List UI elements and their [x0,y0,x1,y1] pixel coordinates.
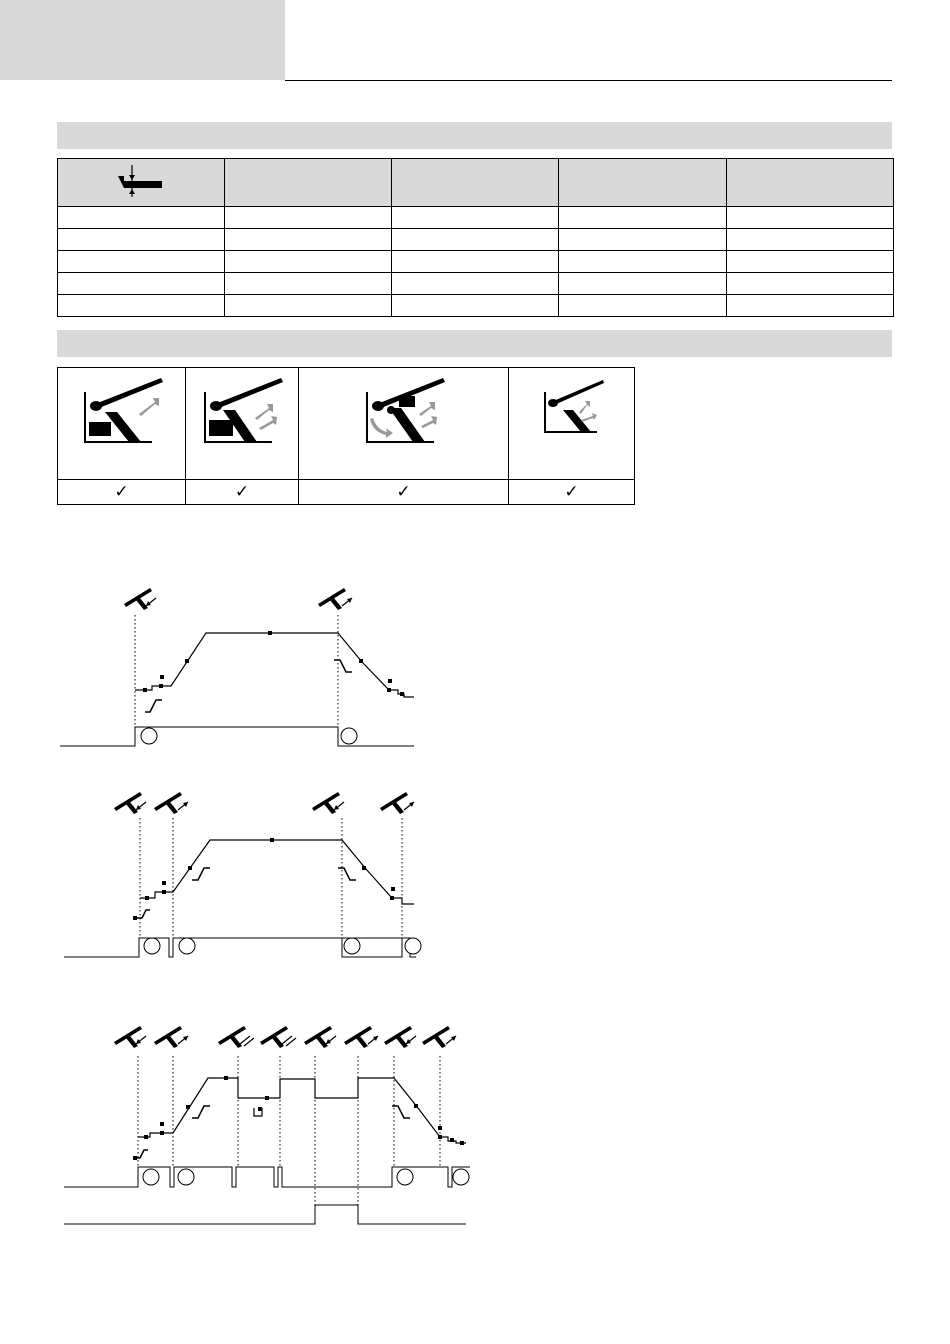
check-mark: ✓ [509,480,635,505]
torch-trigger-press-icon [384,1026,416,1048]
check-mark: ✓ [186,480,299,505]
check-mark: ✓ [58,480,186,505]
four-stroke-special-diagram [64,1026,470,1224]
torch-trigger-release-icon [318,588,352,610]
torch-trigger-press-icon [114,1026,146,1048]
torch-trigger-release-icon [422,1026,456,1048]
four-stroke-diagram [64,792,421,957]
check-mark: ✓ [299,480,509,505]
torch-trigger-press-icon [304,1026,336,1048]
torch-trigger-press-icon [312,792,344,814]
torch-trigger-tap-icon [218,1026,254,1048]
torch-trigger-press-icon [124,588,156,610]
torch-trigger-release-icon [344,1026,378,1048]
two-stroke-diagram [60,588,414,746]
torch-trigger-release-icon [154,792,188,814]
torch-trigger-tap-icon [260,1026,296,1048]
torch-trigger-release-icon [154,1026,188,1048]
torch-trigger-release-icon [380,792,414,814]
torch-trigger-press-icon [114,792,146,814]
